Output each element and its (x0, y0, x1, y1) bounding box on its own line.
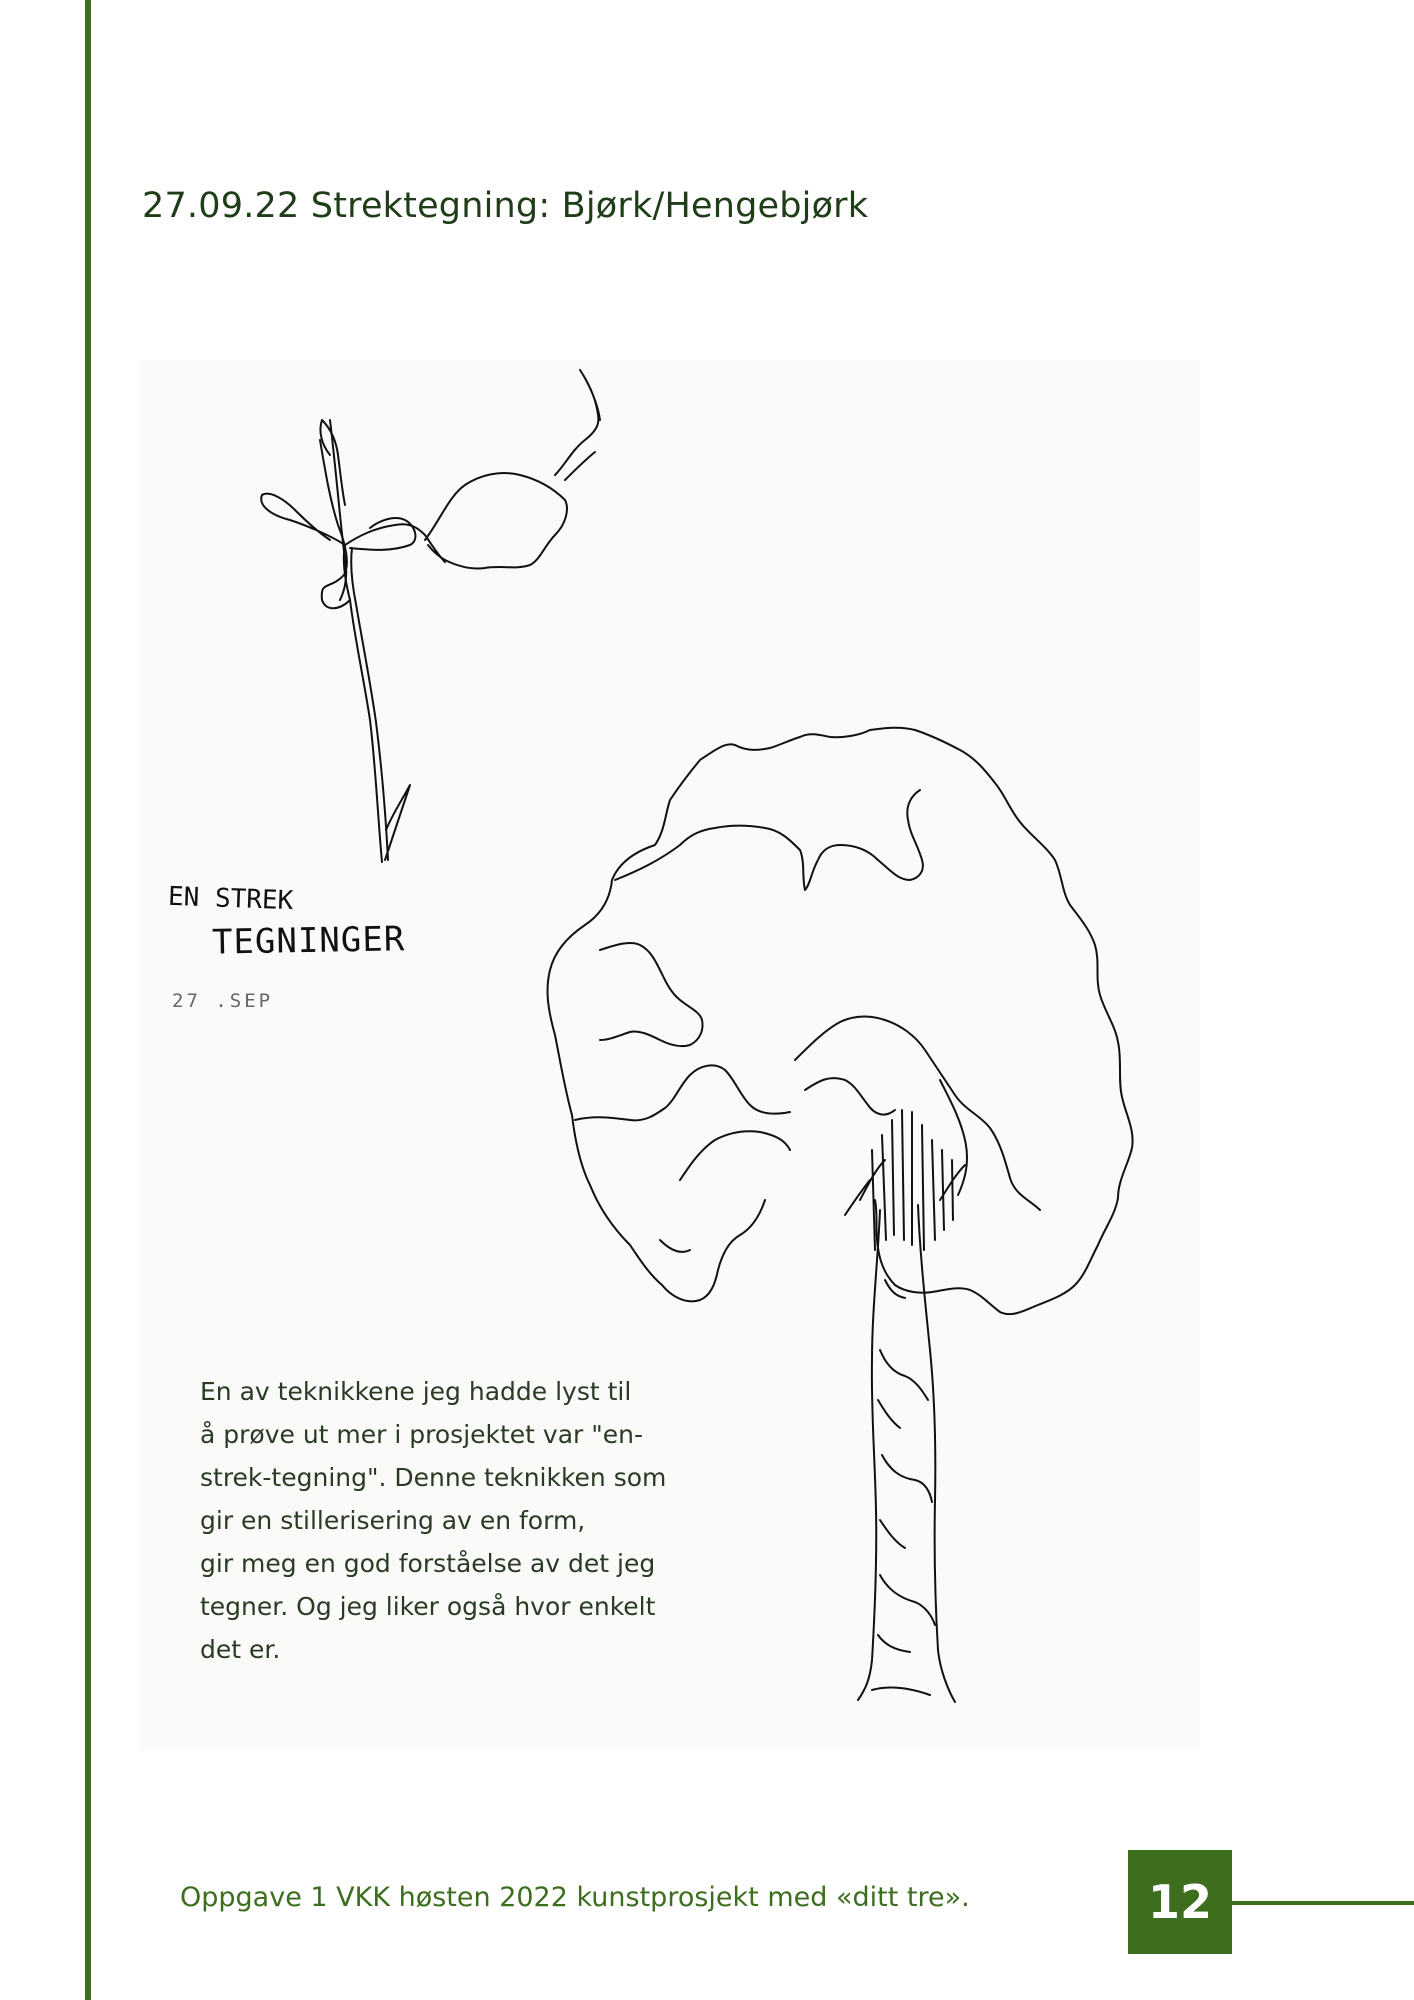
handwritten-line-2: TEGNINGER (211, 919, 406, 963)
page-number-badge (1128, 1850, 1232, 1954)
body-line: gir meg en god forståelse av det jeg (200, 1549, 656, 1578)
page-title: 27.09.22 Strektegning: Bjørk/Hengebjørk (142, 186, 869, 226)
handwritten-date: 27 .SEP (172, 990, 274, 1012)
body-line: tegner. Og jeg liker også hvor enkelt (200, 1592, 656, 1621)
birch-twig-drawing-icon (261, 370, 600, 862)
body-line: å prøve ut mer i prosjektet var "en- (200, 1420, 644, 1449)
footer-caption: Oppgave 1 VKK høsten 2022 kunstprosjekt med «ditt tre». (180, 1882, 970, 1913)
body-line: det er. (200, 1635, 281, 1664)
handwritten-line-1: EN STREK (167, 881, 294, 917)
body-line: strek-tegning". Denne teknikken som (200, 1463, 667, 1492)
page-number: 12 (1147, 1875, 1212, 1929)
footer-rule (1232, 1901, 1414, 1905)
body-line: En av teknikkene jeg hadde lyst til (200, 1377, 632, 1406)
body-line: gir en stillerisering av en form, (200, 1506, 586, 1535)
body-paragraph (200, 1370, 670, 1671)
